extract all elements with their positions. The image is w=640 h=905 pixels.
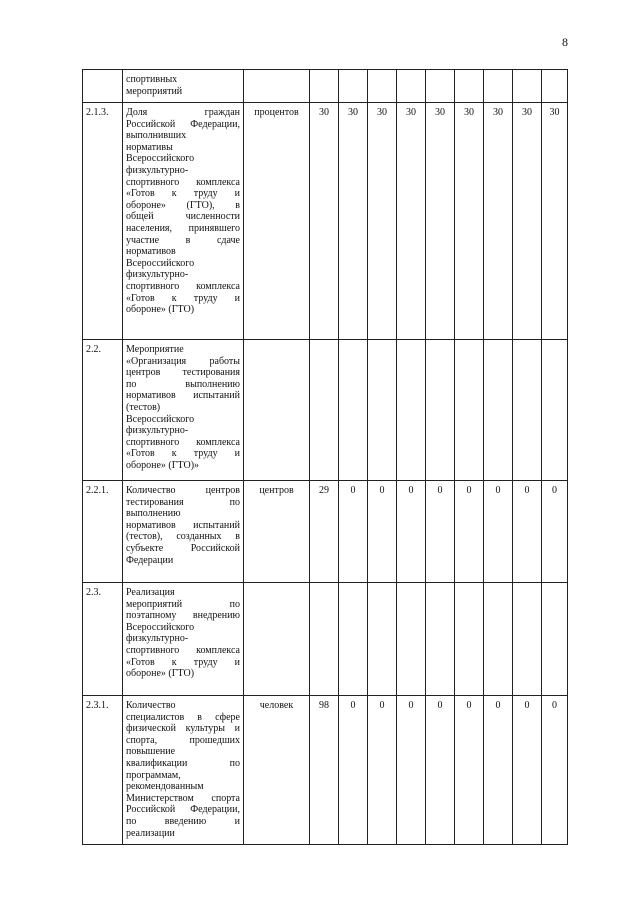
table-row — [83, 696, 568, 845]
indicator-name-line: населения, принявшего — [126, 222, 240, 234]
value-cell — [455, 583, 484, 696]
value-cell — [426, 340, 455, 481]
value-cell — [310, 70, 339, 103]
indicator-name-line: Реализация — [126, 587, 175, 598]
indicator-name-line: Всероссийского — [126, 413, 195, 425]
indicator-name-line: рекомендованным — [126, 781, 204, 793]
indicator-name-cell — [123, 70, 244, 103]
value-cell: 0 — [426, 696, 455, 845]
value-cell: 0 — [368, 481, 397, 583]
indicator-name-line: выполнению — [126, 508, 181, 520]
indicator-name-line: «Готов к труду и — [126, 292, 240, 304]
unit-cell — [244, 70, 310, 103]
indicator-name-line: обороне» (ГТО) — [126, 668, 195, 680]
indicator-name-cell — [123, 103, 244, 340]
indicator-name-line: Доля граждан — [126, 107, 240, 118]
row-number-cell: 2.3.1. — [83, 696, 123, 845]
value-cell — [484, 340, 513, 481]
row-number-cell: 2.1.3. — [83, 103, 123, 340]
indicator-name-line: Всероссийского — [126, 153, 195, 165]
value-cell: 30 — [339, 103, 368, 340]
indicator-name-line: Всероссийского — [126, 621, 195, 633]
indicator-name-line: «Организация работы — [126, 355, 240, 367]
value-cell: 0 — [368, 696, 397, 845]
indicator-name-line: Количество центров — [126, 485, 240, 496]
value-cell: 0 — [542, 696, 568, 845]
indicator-name-line: по выполнению — [126, 378, 240, 390]
row-number-cell: 2.3. — [83, 583, 123, 696]
indicator-name-line: Мероприятие — [126, 344, 184, 355]
value-cell: 30 — [455, 103, 484, 340]
indicator-name-line: мероприятий по — [126, 598, 240, 610]
indicator-name-line: физической культуры и — [126, 723, 240, 735]
value-cell — [310, 583, 339, 696]
table-row — [83, 103, 568, 340]
indicator-name-line: спорта, прошедших — [126, 734, 240, 746]
indicator-name-line: программам, — [126, 769, 181, 781]
indicator-name-line: спортивных — [126, 74, 178, 85]
value-cell: 30 — [542, 103, 568, 340]
row-number-cell: 2.2.1. — [83, 481, 123, 583]
table-row — [83, 70, 568, 103]
indicator-name-line: физкультурно- — [126, 633, 189, 645]
value-cell — [310, 340, 339, 481]
value-cell: 0 — [397, 481, 426, 583]
value-cell — [513, 70, 542, 103]
row-number-cell: 2.2. — [83, 340, 123, 481]
table-row — [83, 583, 568, 696]
value-cell — [368, 70, 397, 103]
indicator-name-line: «Готов к труду и — [126, 656, 240, 668]
row-number-cell — [83, 70, 123, 103]
indicator-name-line: обороне» (ГТО)» — [126, 459, 200, 471]
indicator-name-line: Всероссийского — [126, 257, 195, 269]
indicator-name-line: «Готов к труду и — [126, 448, 240, 460]
indicator-name-line: поэтапному внедрению — [126, 610, 240, 622]
value-cell — [397, 583, 426, 696]
value-cell — [513, 583, 542, 696]
indicator-name-line: мероприятий — [126, 85, 183, 97]
indicator-name-line: спортивного комплекса — [126, 644, 240, 656]
indicator-name-line: спортивного комплекса — [126, 436, 240, 448]
value-cell: 30 — [513, 103, 542, 340]
indicator-name-line: специалистов в сфере — [126, 711, 240, 723]
value-cell: 0 — [426, 481, 455, 583]
indicator-name-line: центров тестирования — [126, 367, 240, 379]
value-cell: 0 — [397, 696, 426, 845]
indicator-name-cell — [123, 340, 244, 481]
indicator-name-line: Федерации — [126, 554, 174, 566]
unit-cell — [244, 583, 310, 696]
value-cell: 98 — [310, 696, 339, 845]
value-cell — [339, 583, 368, 696]
unit-cell: процентов — [244, 103, 310, 340]
indicator-name-line: участие в сдаче — [126, 234, 240, 246]
value-cell: 30 — [484, 103, 513, 340]
indicator-name-line: тестирования по — [126, 496, 240, 508]
value-cell — [484, 583, 513, 696]
indicator-name-line: нормативов — [126, 246, 176, 258]
indicator-name-line: Министерством спорта — [126, 792, 240, 804]
value-cell — [368, 340, 397, 481]
indicator-name-line: (тестов), созданных в — [126, 531, 240, 543]
indicator-name-line: нормативов испытаний — [126, 390, 240, 402]
value-cell: 30 — [426, 103, 455, 340]
indicator-name-line: физкультурно- — [126, 164, 189, 176]
value-cell: 0 — [484, 696, 513, 845]
value-cell — [368, 583, 397, 696]
indicator-name-cell — [123, 481, 244, 583]
value-cell — [455, 340, 484, 481]
indicator-name-line: по введению и — [126, 815, 240, 827]
indicator-name-line: субъекте Российской — [126, 542, 240, 554]
indicator-name-line: реализации — [126, 827, 175, 839]
indicator-name-line: «Готов к труду и — [126, 188, 240, 200]
indicator-name-line: физкультурно- — [126, 269, 189, 281]
value-cell: 0 — [455, 481, 484, 583]
value-cell: 30 — [397, 103, 426, 340]
indicator-name-line: спортивного комплекса — [126, 176, 240, 188]
value-cell: 0 — [455, 696, 484, 845]
value-cell — [542, 70, 568, 103]
indicator-name-line: выполнивших — [126, 130, 187, 142]
page-number: 8 — [562, 35, 568, 49]
table-row — [83, 340, 568, 481]
value-cell: 0 — [513, 481, 542, 583]
indicator-name-line: спортивного комплекса — [126, 280, 240, 292]
value-cell — [513, 340, 542, 481]
indicator-name-line: обороне» (ГТО) — [126, 304, 195, 316]
value-cell: 30 — [310, 103, 339, 340]
unit-cell — [244, 340, 310, 481]
value-cell — [426, 70, 455, 103]
value-cell: 29 — [310, 481, 339, 583]
table-row — [83, 481, 568, 583]
indicators-table — [82, 69, 568, 845]
indicator-name-line: повышение — [126, 746, 176, 758]
value-cell — [455, 70, 484, 103]
indicator-name-line: Российской Федерации, — [126, 804, 240, 816]
unit-cell: человек — [244, 696, 310, 845]
value-cell — [339, 340, 368, 481]
indicator-name-line: Количество — [126, 700, 176, 711]
indicator-name-line: общей численности — [126, 211, 240, 223]
value-cell: 0 — [339, 696, 368, 845]
indicator-name-cell — [123, 696, 244, 845]
value-cell: 0 — [542, 481, 568, 583]
value-cell — [542, 340, 568, 481]
indicator-name-line: Российской Федерации, — [126, 118, 240, 130]
value-cell — [542, 583, 568, 696]
indicator-name-line: обороне» (ГТО), в — [126, 199, 240, 211]
value-cell: 0 — [484, 481, 513, 583]
unit-cell: центров — [244, 481, 310, 583]
indicator-name-line: (тестов) — [126, 401, 161, 413]
indicator-name-line: нормативы — [126, 141, 173, 153]
indicator-name-line: нормативов испытаний — [126, 519, 240, 531]
value-cell — [339, 70, 368, 103]
indicator-name-line: квалификации по — [126, 757, 240, 769]
indicator-name-line: физкультурно- — [126, 425, 189, 437]
value-cell — [397, 70, 426, 103]
value-cell — [426, 583, 455, 696]
indicator-name-cell — [123, 583, 244, 696]
value-cell: 30 — [368, 103, 397, 340]
value-cell: 0 — [513, 696, 542, 845]
value-cell — [484, 70, 513, 103]
value-cell — [397, 340, 426, 481]
value-cell: 0 — [339, 481, 368, 583]
